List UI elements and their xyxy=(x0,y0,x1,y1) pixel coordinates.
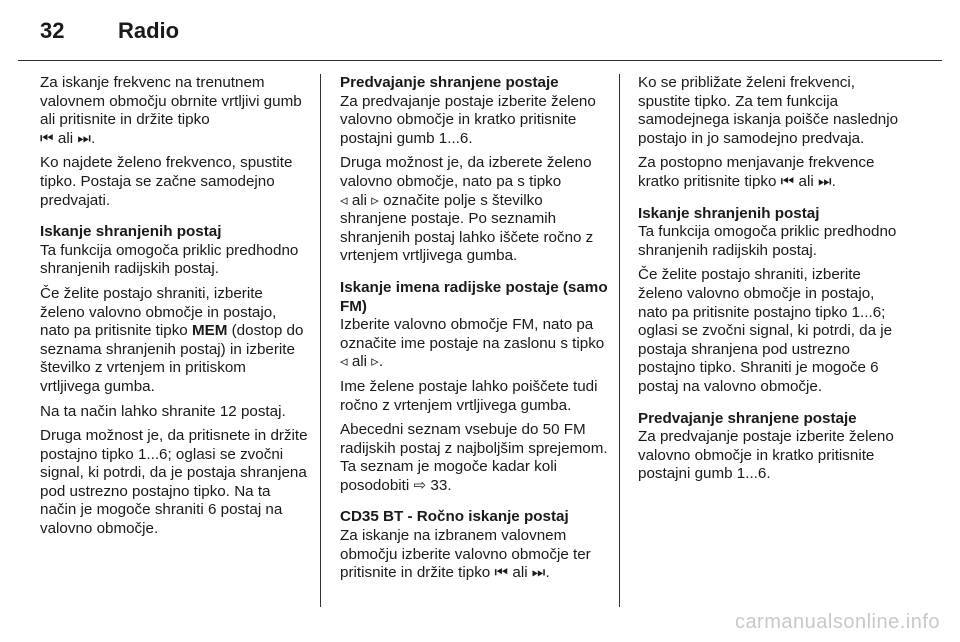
page-number: 32 xyxy=(40,18,65,43)
watermark: carmanualsonline.info xyxy=(734,611,940,633)
header-rule xyxy=(18,60,942,61)
page-header xyxy=(40,18,179,44)
paragraph: Ta funkcija omogoča priklic predhodno shranjenih radijskih postaj. xyxy=(40,241,299,278)
column-3 xyxy=(638,74,906,490)
skip-forward-icon: ⏭ xyxy=(77,129,91,147)
right-triangle-icon: ▹ xyxy=(371,191,379,209)
left-triangle-icon: ◃ xyxy=(340,191,348,209)
skip-back-icon: ⏮ xyxy=(780,172,795,190)
paragraph: Za postopno menjavanje frekvence kratko pritisnite tipko ⏮ ali ⏭. xyxy=(638,154,875,190)
left-triangle-icon: ◃ xyxy=(340,353,348,371)
skip-forward-icon: ⏭ xyxy=(531,564,546,582)
section-heading: CD35 BT - Ročno iskanje postaj xyxy=(340,508,569,526)
column-divider xyxy=(619,74,620,607)
column-2 xyxy=(340,74,608,589)
paragraph: Če želite postajo shraniti, izberite želeno valovno območje in postajo, nato pa pritisnite postajno tipko 1...6; oglasi se zvočni signal, ki potrdi, da je postaja shranjena pod ustrezno postajno tipko. Shraniti je mogoče 6 postaj na valovno območje. xyxy=(638,266,893,395)
paragraph: Na ta način lahko shranite 12 postaj. xyxy=(40,402,286,420)
section-heading: Iskanje shranjenih postaj xyxy=(40,223,222,241)
mem-key-label: MEM xyxy=(191,322,228,340)
paragraph: Za iskanje na izbranem valovnem območju izberite valovno območje ter pritisnite in držite tipko ⏮ ali ⏭. xyxy=(340,527,591,582)
paragraph: Če želite postajo shraniti, izberite želeno valovno območje in postajo, nato pa pritisnite tipko MEM (dostop do seznama shranjenih postaj) in izberite številko z vrtenjem in pritiskom vrtljivega gumba. xyxy=(40,284,304,395)
paragraph: Za iskanje frekvenc na trenutnem valovnem območju obrnite vrtljivi gumb ali pritisnite in držite tipko ⏮ ali ⏭. xyxy=(40,74,302,147)
section-heading: Predvajanje shranjene postaje xyxy=(638,409,857,427)
paragraph: Za predvajanje postaje izberite želeno valovno območje in kratko pritisnite postajni gumb 1...6. xyxy=(638,428,894,483)
section-heading: Iskanje shranjenih postaj xyxy=(638,204,820,222)
paragraph: Za predvajanje postaje izberite želeno valovno območje in kratko pritisnite postajni gumb 1...6. xyxy=(340,92,596,147)
paragraph: Ta funkcija omogoča priklic predhodno shranjenih radijskih postaj. xyxy=(638,223,897,259)
skip-forward-icon: ⏭ xyxy=(817,172,832,190)
section-heading: Predvajanje shranjene postaje xyxy=(340,74,559,91)
section-heading: Iskanje imena radijske postaje (samo FM) xyxy=(340,278,608,315)
paragraph: Ime želene postaje lahko poiščete tudi ročno z vrtenjem vrtljivega gumba. xyxy=(340,377,598,414)
page-reference-icon: ⇨ xyxy=(413,476,427,494)
paragraph: Druga možnost je, da pritisnete in držite postajno tipko 1...6; oglasi se zvočni signal, ki potrdi, da je postaja shranjena pod ustrezno postajno tipko. Na ta način je mogoče shraniti 6 postaj na valovno območje. xyxy=(40,427,308,538)
page-title: Radio xyxy=(118,18,180,43)
right-triangle-icon: ▹ xyxy=(371,353,379,371)
paragraph: Abecedni seznam vsebuje do 50 FM radijskih postaj z najboljšim sprejemom. Ta seznam je mogoče kadar koli posodobiti ⇨ 33. xyxy=(340,421,608,494)
column-divider xyxy=(320,74,321,607)
column-1 xyxy=(40,74,308,545)
paragraph: Izberite valovno območje FM, nato pa označite ime postaje na zaslonu s tipko ◃ ali ▹. xyxy=(340,316,605,371)
paragraph: Druga možnost je, da izberete želeno valovno območje, nato pa s tipko ◃ ali ▹ označite polje s številko shranjene postaje. Po seznamih shranjenih postaj lahko iščete ročno z vrtenjem vrtljivega gumba. xyxy=(340,154,594,265)
skip-back-icon: ⏮ xyxy=(494,564,509,582)
paragraph: Ko najdete želeno frekvenco, spustite tipko. Postaja se začne samodejno predvajati. xyxy=(40,154,293,209)
skip-back-icon: ⏮ xyxy=(40,129,54,147)
paragraph: Ko se približate želeni frekvenci, spustite tipko. Za tem funkcija samodejnega iskanja poišče naslednjo postajo in jo samodejno predvaja. xyxy=(638,74,899,147)
